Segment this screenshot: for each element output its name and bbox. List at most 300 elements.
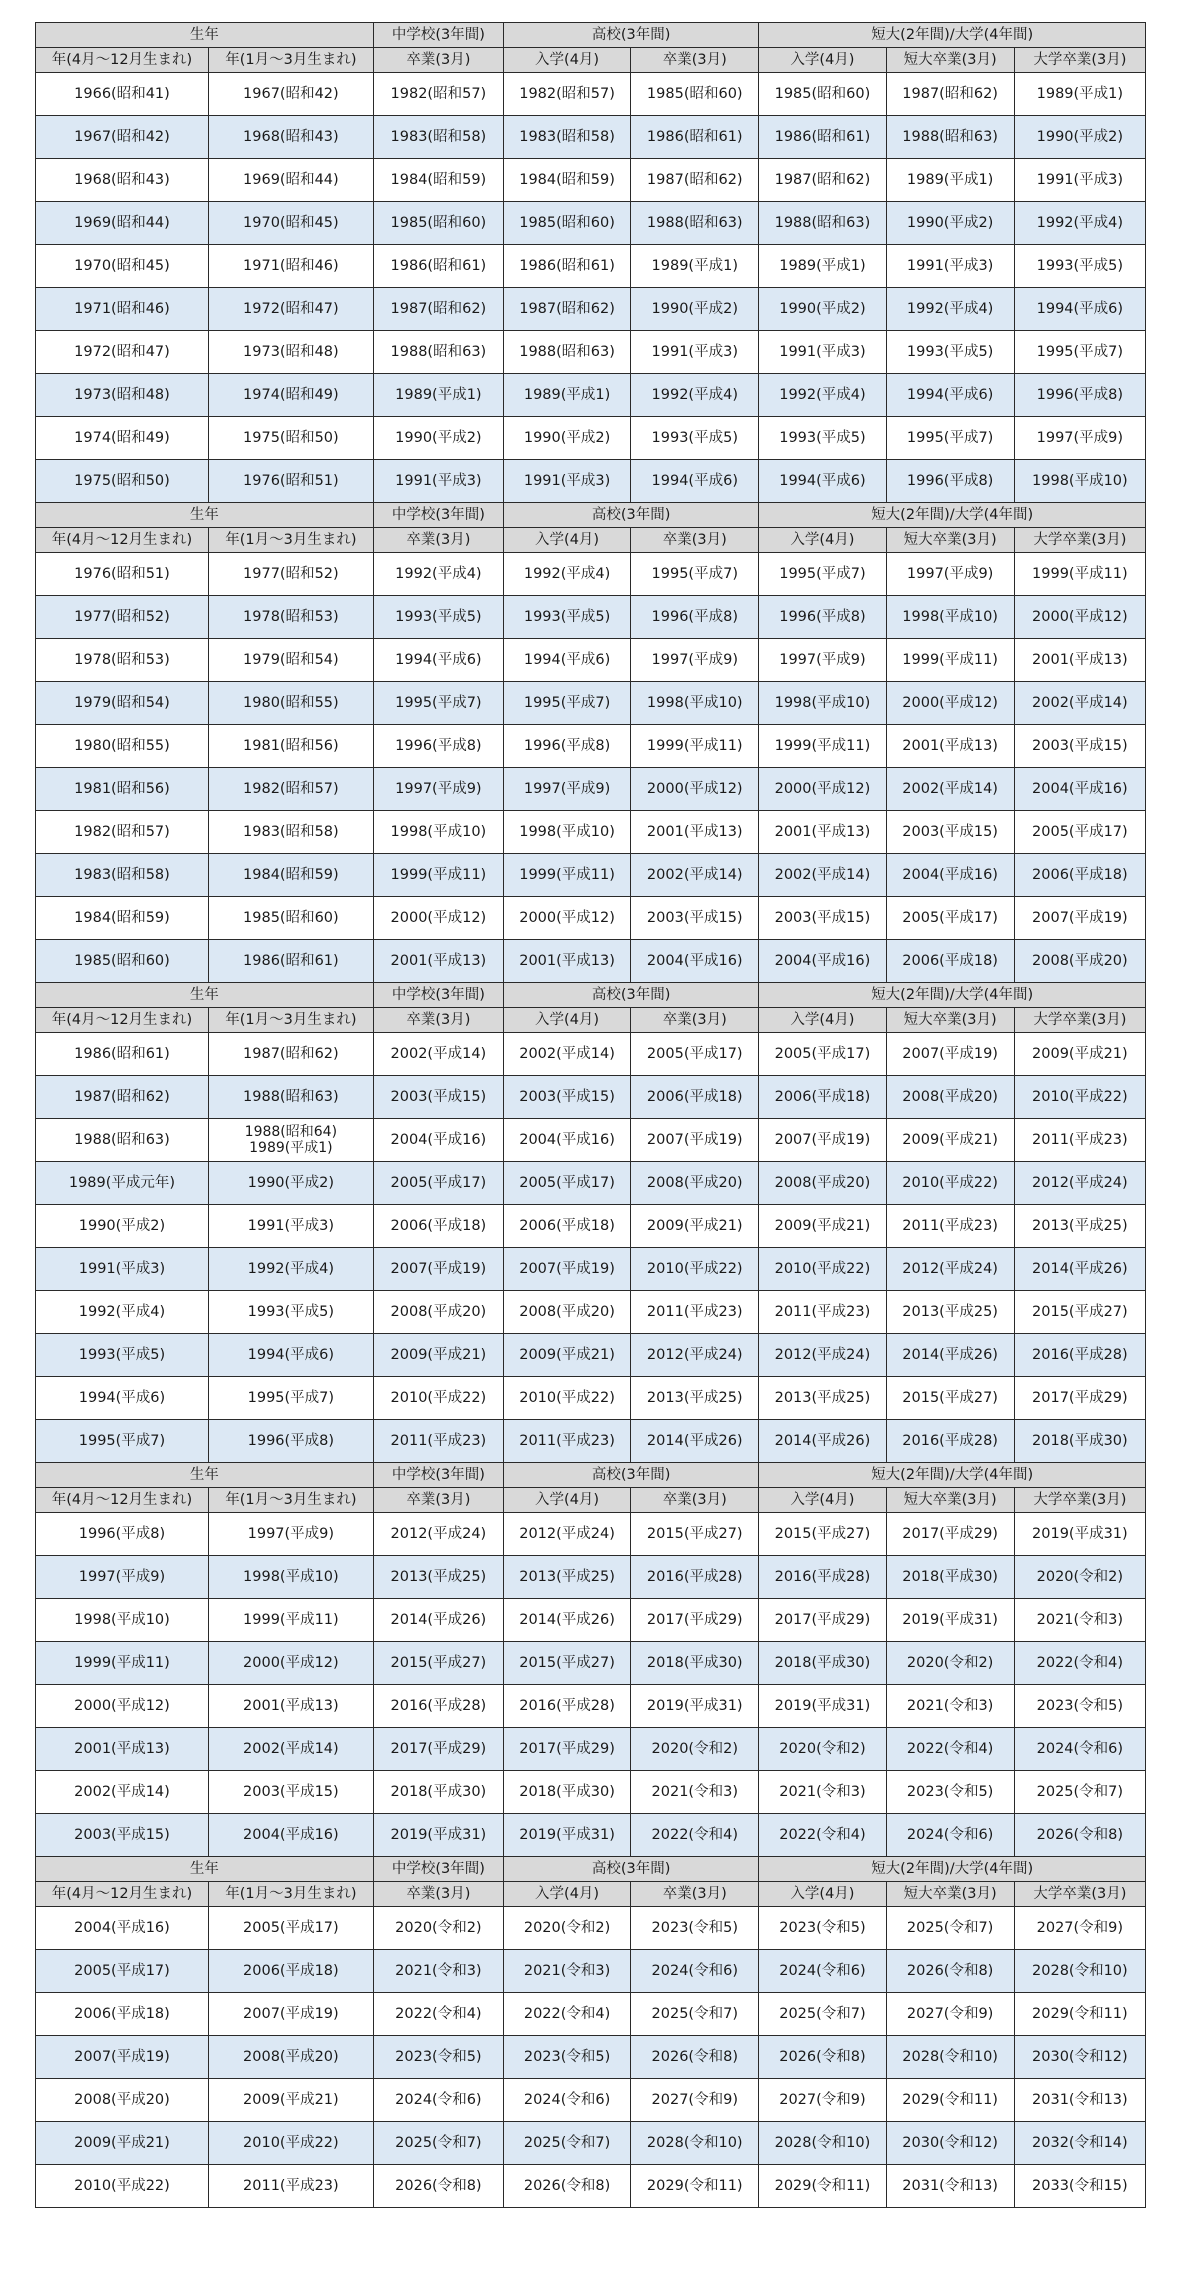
university-graduation-cell: 2023(令和5) — [1014, 1685, 1145, 1728]
university-graduation-cell: 2025(令和7) — [1014, 1771, 1145, 1814]
hs-entrance-cell: 2006(平成18) — [503, 1205, 630, 1248]
junior-college-graduation-cell: 2030(令和12) — [886, 2122, 1014, 2165]
table-row — [36, 725, 1146, 768]
subheader-university-graduation: 大学卒業(3月) — [1014, 1882, 1145, 1907]
birth-year-apr-dec-cell: 1978(昭和53) — [36, 639, 209, 682]
college-entrance-cell: 1990(平成2) — [759, 288, 886, 331]
birth-year-apr-dec-cell: 1983(昭和58) — [36, 854, 209, 897]
hs-graduation-cell: 2005(平成17) — [631, 1033, 759, 1076]
college-entrance-cell: 1999(平成11) — [759, 725, 886, 768]
hs-entrance-cell: 1995(平成7) — [503, 682, 630, 725]
hs-entrance-cell: 1983(昭和58) — [503, 116, 630, 159]
university-graduation-cell: 2012(平成24) — [1014, 1162, 1145, 1205]
hs-graduation-cell: 2007(平成19) — [631, 1119, 759, 1162]
hs-entrance-cell: 2003(平成15) — [503, 1076, 630, 1119]
table-row — [36, 1728, 1146, 1771]
college-entrance-cell: 1985(昭和60) — [759, 73, 886, 116]
group-header-row — [36, 503, 1146, 528]
university-graduation-cell: 2010(平成22) — [1014, 1076, 1145, 1119]
hs-graduation-cell: 2003(平成15) — [631, 897, 759, 940]
jhs-graduation-cell: 1996(平成8) — [373, 725, 503, 768]
birth-year-jan-mar-cell: 1995(平成7) — [208, 1377, 373, 1420]
junior-college-graduation-cell: 1997(平成9) — [886, 553, 1014, 596]
subheader-born-jan-mar: 年(1月～3月生まれ) — [208, 48, 373, 73]
hs-graduation-cell: 1997(平成9) — [631, 639, 759, 682]
table-row — [36, 1334, 1146, 1377]
cell-line: 1989(平成1) — [249, 1140, 333, 1156]
birth-year-jan-mar-cell: 1999(平成11) — [208, 1599, 373, 1642]
university-graduation-cell: 2020(令和2) — [1014, 1556, 1145, 1599]
jhs-graduation-cell: 2023(令和5) — [373, 2036, 503, 2079]
university-graduation-cell: 2014(平成26) — [1014, 1248, 1145, 1291]
table-row — [36, 73, 1146, 116]
jhs-graduation-cell: 2005(平成17) — [373, 1162, 503, 1205]
hs-entrance-cell: 1997(平成9) — [503, 768, 630, 811]
jhs-graduation-cell: 1988(昭和63) — [373, 331, 503, 374]
junior-college-graduation-cell: 2009(平成21) — [886, 1119, 1014, 1162]
birth-year-apr-dec-cell: 1968(昭和43) — [36, 159, 209, 202]
table-row — [36, 639, 1146, 682]
jhs-graduation-cell: 1982(昭和57) — [373, 73, 503, 116]
junior-college-graduation-cell: 2003(平成15) — [886, 811, 1014, 854]
birth-year-apr-dec-cell: 1997(平成9) — [36, 1556, 209, 1599]
jhs-graduation-cell: 2021(令和3) — [373, 1950, 503, 1993]
hs-graduation-cell: 2004(平成16) — [631, 940, 759, 983]
birth-year-apr-dec-cell: 1985(昭和60) — [36, 940, 209, 983]
birth-year-apr-dec-cell: 2000(平成12) — [36, 1685, 209, 1728]
hs-entrance-cell: 2016(平成28) — [503, 1685, 630, 1728]
college-entrance-cell: 1989(平成1) — [759, 245, 886, 288]
birth-year-apr-dec-cell: 2008(平成20) — [36, 2079, 209, 2122]
junior-college-graduation-cell: 1994(平成6) — [886, 374, 1014, 417]
jhs-graduation-cell: 2007(平成19) — [373, 1248, 503, 1291]
table-row — [36, 1814, 1146, 1857]
jhs-graduation-cell: 1993(平成5) — [373, 596, 503, 639]
college-entrance-cell: 1997(平成9) — [759, 639, 886, 682]
hs-graduation-cell: 2006(平成18) — [631, 1076, 759, 1119]
birth-year-apr-dec-cell: 2006(平成18) — [36, 1993, 209, 2036]
hs-graduation-cell: 2000(平成12) — [631, 768, 759, 811]
junior-college-graduation-cell: 2031(令和13) — [886, 2165, 1014, 2208]
hs-graduation-cell: 1992(平成4) — [631, 374, 759, 417]
junior-college-graduation-cell: 2000(平成12) — [886, 682, 1014, 725]
college-entrance-cell: 2028(令和10) — [759, 2122, 886, 2165]
university-graduation-cell: 2015(平成27) — [1014, 1291, 1145, 1334]
subheader-born-jan-mar: 年(1月～3月生まれ) — [208, 1882, 373, 1907]
birth-year-apr-dec-cell: 2007(平成19) — [36, 2036, 209, 2079]
header-high-school: 高校(3年間) — [503, 1857, 758, 1882]
university-graduation-cell: 2002(平成14) — [1014, 682, 1145, 725]
subheader-junior-college-graduation: 短大卒業(3月) — [886, 1008, 1014, 1033]
college-entrance-cell: 1993(平成5) — [759, 417, 886, 460]
jhs-graduation-cell: 2003(平成15) — [373, 1076, 503, 1119]
hs-graduation-cell: 1993(平成5) — [631, 417, 759, 460]
header-junior-high: 中学校(3年間) — [373, 1857, 503, 1882]
birth-year-jan-mar-cell: 1971(昭和46) — [208, 245, 373, 288]
header-college-university: 短大(2年間)/大学(4年間) — [759, 1463, 1146, 1488]
sub-header-row — [36, 48, 1146, 73]
table-row — [36, 682, 1146, 725]
college-entrance-cell: 2014(平成26) — [759, 1420, 886, 1463]
hs-graduation-cell: 2014(平成26) — [631, 1420, 759, 1463]
table-row — [36, 768, 1146, 811]
hs-graduation-cell: 2019(平成31) — [631, 1685, 759, 1728]
birth-year-apr-dec-cell: 1999(平成11) — [36, 1642, 209, 1685]
table-row — [36, 1685, 1146, 1728]
table-row — [36, 1642, 1146, 1685]
table-row — [36, 2079, 1146, 2122]
hs-entrance-cell: 2014(平成26) — [503, 1599, 630, 1642]
jhs-graduation-cell: 2014(平成26) — [373, 1599, 503, 1642]
birth-year-apr-dec-cell: 1966(昭和41) — [36, 73, 209, 116]
hs-entrance-cell: 2001(平成13) — [503, 940, 630, 983]
hs-entrance-cell: 1989(平成1) — [503, 374, 630, 417]
table-row — [36, 811, 1146, 854]
university-graduation-cell: 2026(令和8) — [1014, 1814, 1145, 1857]
junior-college-graduation-cell: 2011(平成23) — [886, 1205, 1014, 1248]
subheader-born-apr-dec: 年(4月～12月生まれ) — [36, 1882, 209, 1907]
header-junior-high: 中学校(3年間) — [373, 23, 503, 48]
birth-year-jan-mar-cell: 2011(平成23) — [208, 2165, 373, 2208]
birth-year-apr-dec-cell: 2009(平成21) — [36, 2122, 209, 2165]
university-graduation-cell: 2004(平成16) — [1014, 768, 1145, 811]
hs-graduation-cell: 2010(平成22) — [631, 1248, 759, 1291]
cell-line: 1988(昭和64) — [244, 1124, 338, 1140]
college-entrance-cell: 2021(令和3) — [759, 1771, 886, 1814]
sub-header-row — [36, 1882, 1146, 1907]
hs-entrance-cell: 2020(令和2) — [503, 1907, 630, 1950]
birth-year-jan-mar-cell: 1974(昭和49) — [208, 374, 373, 417]
junior-college-graduation-cell: 1991(平成3) — [886, 245, 1014, 288]
birth-year-apr-dec-cell: 1982(昭和57) — [36, 811, 209, 854]
university-graduation-cell: 2007(平成19) — [1014, 897, 1145, 940]
junior-college-graduation-cell: 1993(平成5) — [886, 331, 1014, 374]
college-entrance-cell: 1991(平成3) — [759, 331, 886, 374]
jhs-graduation-cell: 1998(平成10) — [373, 811, 503, 854]
jhs-graduation-cell: 1989(平成1) — [373, 374, 503, 417]
hs-graduation-cell: 1995(平成7) — [631, 553, 759, 596]
hs-entrance-cell: 2021(令和3) — [503, 1950, 630, 1993]
subheader-college-entrance: 入学(4月) — [759, 1882, 886, 1907]
birth-year-jan-mar-cell: 1975(昭和50) — [208, 417, 373, 460]
birth-year-jan-mar-cell: 2009(平成21) — [208, 2079, 373, 2122]
hs-graduation-cell: 1986(昭和61) — [631, 116, 759, 159]
college-entrance-cell: 1988(昭和63) — [759, 202, 886, 245]
university-graduation-cell: 2024(令和6) — [1014, 1728, 1145, 1771]
birth-year-jan-mar-cell: 2010(平成22) — [208, 2122, 373, 2165]
junior-college-graduation-cell: 2015(平成27) — [886, 1377, 1014, 1420]
hs-entrance-cell: 2004(平成16) — [503, 1119, 630, 1162]
hs-graduation-cell: 2017(平成29) — [631, 1599, 759, 1642]
table-row — [36, 1556, 1146, 1599]
junior-college-graduation-cell: 2014(平成26) — [886, 1334, 1014, 1377]
jhs-graduation-cell: 2017(平成29) — [373, 1728, 503, 1771]
junior-college-graduation-cell: 2021(令和3) — [886, 1685, 1014, 1728]
college-entrance-cell: 1987(昭和62) — [759, 159, 886, 202]
junior-college-graduation-cell: 2008(平成20) — [886, 1076, 1014, 1119]
college-entrance-cell: 1995(平成7) — [759, 553, 886, 596]
birth-year-apr-dec-cell: 1987(昭和62) — [36, 1076, 209, 1119]
table-row — [36, 417, 1146, 460]
birth-year-jan-mar-cell: 2006(平成18) — [208, 1950, 373, 1993]
header-college-university: 短大(2年間)/大学(4年間) — [759, 503, 1146, 528]
subheader-college-entrance: 入学(4月) — [759, 528, 886, 553]
subheader-hs-graduation: 卒業(3月) — [631, 528, 759, 553]
jhs-graduation-cell: 1995(平成7) — [373, 682, 503, 725]
table-row — [36, 2036, 1146, 2079]
university-graduation-cell: 1992(平成4) — [1014, 202, 1145, 245]
subheader-born-apr-dec: 年(4月～12月生まれ) — [36, 1488, 209, 1513]
birth-year-jan-mar-cell: 2004(平成16) — [208, 1814, 373, 1857]
hs-entrance-cell: 1991(平成3) — [503, 460, 630, 503]
table-row — [36, 2122, 1146, 2165]
table-row — [36, 553, 1146, 596]
university-graduation-cell: 1998(平成10) — [1014, 460, 1145, 503]
subheader-hs-entrance: 入学(4月) — [503, 1882, 630, 1907]
jhs-graduation-cell: 2011(平成23) — [373, 1420, 503, 1463]
birth-year-apr-dec-cell: 1998(平成10) — [36, 1599, 209, 1642]
birth-year-jan-mar-cell: 1972(昭和47) — [208, 288, 373, 331]
hs-graduation-cell: 1998(平成10) — [631, 682, 759, 725]
college-entrance-cell: 2013(平成25) — [759, 1377, 886, 1420]
junior-college-graduation-cell: 2007(平成19) — [886, 1033, 1014, 1076]
university-graduation-cell: 2017(平成29) — [1014, 1377, 1145, 1420]
hs-entrance-cell: 2000(平成12) — [503, 897, 630, 940]
header-high-school: 高校(3年間) — [503, 1463, 758, 1488]
university-graduation-cell: 1996(平成8) — [1014, 374, 1145, 417]
university-graduation-cell: 1991(平成3) — [1014, 159, 1145, 202]
birth-year-jan-mar-cell: 1977(昭和52) — [208, 553, 373, 596]
college-entrance-cell: 2011(平成23) — [759, 1291, 886, 1334]
birth-year-jan-mar-cell: 1968(昭和43) — [208, 116, 373, 159]
university-graduation-cell: 1994(平成6) — [1014, 288, 1145, 331]
birth-year-apr-dec-cell: 1993(平成5) — [36, 1334, 209, 1377]
jhs-graduation-cell: 1990(平成2) — [373, 417, 503, 460]
header-junior-high: 中学校(3年間) — [373, 503, 503, 528]
table-row — [36, 1993, 1146, 2036]
hs-entrance-cell: 1988(昭和63) — [503, 331, 630, 374]
header-college-university: 短大(2年間)/大学(4年間) — [759, 983, 1146, 1008]
birth-year-jan-mar-cell: 1991(平成3) — [208, 1205, 373, 1248]
subheader-college-entrance: 入学(4月) — [759, 1488, 886, 1513]
table-row — [36, 2165, 1146, 2208]
college-entrance-cell: 2002(平成14) — [759, 854, 886, 897]
header-birth-year: 生年 — [36, 1463, 374, 1488]
hs-graduation-cell: 2024(令和6) — [631, 1950, 759, 1993]
birth-year-jan-mar-cell: 1983(昭和58) — [208, 811, 373, 854]
hs-graduation-cell: 1987(昭和62) — [631, 159, 759, 202]
subheader-hs-graduation: 卒業(3月) — [631, 48, 759, 73]
subheader-jhs-graduation: 卒業(3月) — [373, 528, 503, 553]
subheader-junior-college-graduation: 短大卒業(3月) — [886, 528, 1014, 553]
junior-college-graduation-cell: 2020(令和2) — [886, 1642, 1014, 1685]
hs-graduation-cell: 2018(平成30) — [631, 1642, 759, 1685]
junior-college-graduation-cell: 2010(平成22) — [886, 1162, 1014, 1205]
hs-entrance-cell: 2013(平成25) — [503, 1556, 630, 1599]
college-entrance-cell: 2000(平成12) — [759, 768, 886, 811]
university-graduation-cell: 2019(平成31) — [1014, 1513, 1145, 1556]
hs-entrance-cell: 1985(昭和60) — [503, 202, 630, 245]
birth-year-jan-mar-cell: 2003(平成15) — [208, 1771, 373, 1814]
hs-entrance-cell: 2023(令和5) — [503, 2036, 630, 2079]
university-graduation-cell: 2005(平成17) — [1014, 811, 1145, 854]
hs-entrance-cell: 1987(昭和62) — [503, 288, 630, 331]
university-graduation-cell: 2003(平成15) — [1014, 725, 1145, 768]
junior-college-graduation-cell: 2027(令和9) — [886, 1993, 1014, 2036]
junior-college-graduation-cell: 1996(平成8) — [886, 460, 1014, 503]
hs-entrance-cell: 2025(令和7) — [503, 2122, 630, 2165]
junior-college-graduation-cell: 2001(平成13) — [886, 725, 1014, 768]
jhs-graduation-cell: 1987(昭和62) — [373, 288, 503, 331]
university-graduation-cell: 1989(平成1) — [1014, 73, 1145, 116]
hs-graduation-cell: 2026(令和8) — [631, 2036, 759, 2079]
jhs-graduation-cell: 1992(平成4) — [373, 553, 503, 596]
junior-college-graduation-cell: 2012(平成24) — [886, 1248, 1014, 1291]
table-row — [36, 1599, 1146, 1642]
hs-entrance-cell: 2005(平成17) — [503, 1162, 630, 1205]
jhs-graduation-cell: 2010(平成22) — [373, 1377, 503, 1420]
sub-header-row — [36, 528, 1146, 553]
birth-year-apr-dec-cell: 2002(平成14) — [36, 1771, 209, 1814]
birth-year-apr-dec-cell: 1975(昭和50) — [36, 460, 209, 503]
birth-year-apr-dec-cell: 1979(昭和54) — [36, 682, 209, 725]
subheader-university-graduation: 大学卒業(3月) — [1014, 1008, 1145, 1033]
hs-graduation-cell: 2001(平成13) — [631, 811, 759, 854]
birth-year-jan-mar-cell: 1967(昭和42) — [208, 73, 373, 116]
birth-year-apr-dec-cell: 1981(昭和56) — [36, 768, 209, 811]
university-graduation-cell: 2013(平成25) — [1014, 1205, 1145, 1248]
college-entrance-cell: 2010(平成22) — [759, 1248, 886, 1291]
jhs-graduation-cell: 2018(平成30) — [373, 1771, 503, 1814]
junior-college-graduation-cell: 1998(平成10) — [886, 596, 1014, 639]
table-row — [36, 1771, 1146, 1814]
college-entrance-cell: 2022(令和4) — [759, 1814, 886, 1857]
table-row — [36, 1205, 1146, 1248]
hs-entrance-cell: 1996(平成8) — [503, 725, 630, 768]
junior-college-graduation-cell: 1995(平成7) — [886, 417, 1014, 460]
junior-college-graduation-cell: 2002(平成14) — [886, 768, 1014, 811]
hs-graduation-cell: 2027(令和9) — [631, 2079, 759, 2122]
birth-year-jan-mar-cell: 1986(昭和61) — [208, 940, 373, 983]
subheader-born-apr-dec: 年(4月～12月生まれ) — [36, 48, 209, 73]
birth-year-apr-dec-cell: 1972(昭和47) — [36, 331, 209, 374]
birth-year-jan-mar-cell: 2002(平成14) — [208, 1728, 373, 1771]
college-entrance-cell: 2015(平成27) — [759, 1513, 886, 1556]
university-graduation-cell: 2006(平成18) — [1014, 854, 1145, 897]
jhs-graduation-cell: 2015(平成27) — [373, 1642, 503, 1685]
subheader-college-entrance: 入学(4月) — [759, 1008, 886, 1033]
birth-year-jan-mar-cell: 1997(平成9) — [208, 1513, 373, 1556]
college-entrance-cell: 2026(令和8) — [759, 2036, 886, 2079]
hs-entrance-cell: 2008(平成20) — [503, 1291, 630, 1334]
hs-entrance-cell: 1994(平成6) — [503, 639, 630, 682]
header-birth-year: 生年 — [36, 1857, 374, 1882]
hs-graduation-cell: 1999(平成11) — [631, 725, 759, 768]
birth-year-jan-mar-cell: 2000(平成12) — [208, 1642, 373, 1685]
junior-college-graduation-cell: 2029(令和11) — [886, 2079, 1014, 2122]
birth-year-jan-mar-cell: 1994(平成6) — [208, 1334, 373, 1377]
group-header-row — [36, 1857, 1146, 1882]
university-graduation-cell: 2016(平成28) — [1014, 1334, 1145, 1377]
table-row — [36, 1033, 1146, 1076]
header-junior-high: 中学校(3年間) — [373, 983, 503, 1008]
junior-college-graduation-cell: 2025(令和7) — [886, 1907, 1014, 1950]
junior-college-graduation-cell: 2019(平成31) — [886, 1599, 1014, 1642]
header-birth-year: 生年 — [36, 23, 374, 48]
hs-entrance-cell: 2017(平成29) — [503, 1728, 630, 1771]
university-graduation-cell: 2001(平成13) — [1014, 639, 1145, 682]
birth-year-apr-dec-cell: 1970(昭和45) — [36, 245, 209, 288]
birth-year-apr-dec-cell: 2010(平成22) — [36, 2165, 209, 2208]
junior-college-graduation-cell: 2005(平成17) — [886, 897, 1014, 940]
subheader-hs-graduation: 卒業(3月) — [631, 1008, 759, 1033]
subheader-jhs-graduation: 卒業(3月) — [373, 1488, 503, 1513]
hs-graduation-cell: 2020(令和2) — [631, 1728, 759, 1771]
hs-graduation-cell: 2009(平成21) — [631, 1205, 759, 1248]
university-graduation-cell: 2032(令和14) — [1014, 2122, 1145, 2165]
hs-entrance-cell: 2010(平成22) — [503, 1377, 630, 1420]
college-entrance-cell: 2023(令和5) — [759, 1907, 886, 1950]
college-entrance-cell: 2006(平成18) — [759, 1076, 886, 1119]
birth-year-jan-mar-cell: 1992(平成4) — [208, 1248, 373, 1291]
college-entrance-cell: 2005(平成17) — [759, 1033, 886, 1076]
header-birth-year: 生年 — [36, 503, 374, 528]
table-row — [36, 1513, 1146, 1556]
subheader-university-graduation: 大学卒業(3月) — [1014, 1488, 1145, 1513]
table-row — [36, 460, 1146, 503]
table-row — [36, 1291, 1146, 1334]
junior-college-graduation-cell: 2017(平成29) — [886, 1513, 1014, 1556]
college-entrance-cell: 2007(平成19) — [759, 1119, 886, 1162]
subheader-hs-entrance: 入学(4月) — [503, 1008, 630, 1033]
hs-entrance-cell: 1990(平成2) — [503, 417, 630, 460]
header-junior-high: 中学校(3年間) — [373, 1463, 503, 1488]
jhs-graduation-cell: 1997(平成9) — [373, 768, 503, 811]
hs-entrance-cell: 2019(平成31) — [503, 1814, 630, 1857]
school-year-table — [35, 22, 1146, 2208]
birth-year-apr-dec-cell: 1977(昭和52) — [36, 596, 209, 639]
birth-year-apr-dec-cell: 2004(平成16) — [36, 1907, 209, 1950]
header-college-university: 短大(2年間)/大学(4年間) — [759, 1857, 1146, 1882]
birth-year-jan-mar-cell: 1981(昭和56) — [208, 725, 373, 768]
birth-year-apr-dec-cell: 1992(平成4) — [36, 1291, 209, 1334]
college-entrance-cell: 1996(平成8) — [759, 596, 886, 639]
birth-year-jan-mar-cell: 1969(昭和44) — [208, 159, 373, 202]
hs-graduation-cell: 2008(平成20) — [631, 1162, 759, 1205]
hs-graduation-cell: 2002(平成14) — [631, 854, 759, 897]
subheader-hs-entrance: 入学(4月) — [503, 528, 630, 553]
university-graduation-cell: 1995(平成7) — [1014, 331, 1145, 374]
college-entrance-cell: 2009(平成21) — [759, 1205, 886, 1248]
table-row — [36, 1950, 1146, 1993]
junior-college-graduation-cell: 1992(平成4) — [886, 288, 1014, 331]
birth-year-apr-dec-cell: 1994(平成6) — [36, 1377, 209, 1420]
birth-year-jan-mar-cell: 1996(平成8) — [208, 1420, 373, 1463]
birth-year-jan-mar-cell: 2001(平成13) — [208, 1685, 373, 1728]
table-row — [36, 897, 1146, 940]
university-graduation-cell: 2000(平成12) — [1014, 596, 1145, 639]
subheader-hs-graduation: 卒業(3月) — [631, 1882, 759, 1907]
hs-entrance-cell: 2015(平成27) — [503, 1642, 630, 1685]
header-high-school: 高校(3年間) — [503, 503, 758, 528]
junior-college-graduation-cell: 2028(令和10) — [886, 2036, 1014, 2079]
header-birth-year: 生年 — [36, 983, 374, 1008]
jhs-graduation-cell: 1984(昭和59) — [373, 159, 503, 202]
birth-year-apr-dec-cell: 1984(昭和59) — [36, 897, 209, 940]
hs-graduation-cell: 2029(令和11) — [631, 2165, 759, 2208]
jhs-graduation-cell: 2008(平成20) — [373, 1291, 503, 1334]
hs-graduation-cell: 2021(令和3) — [631, 1771, 759, 1814]
